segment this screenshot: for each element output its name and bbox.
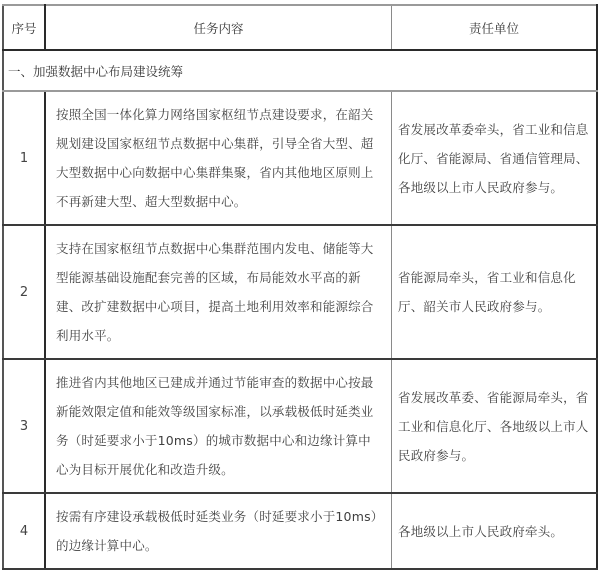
header-unit: 责任单位 <box>392 5 598 50</box>
table-header-row <box>3 5 597 50</box>
table-row <box>3 359 597 493</box>
table-row <box>3 493 597 569</box>
row-content: 按照全国一体化算力网络国家枢纽节点建设要求，在韶关规划建设国家枢纽节点数据中心集群，引导全省大型、超大型数据中心向数据中心集群集聚，省内其他地区原则上不再新建大型、超大型数据中心。 <box>45 91 392 225</box>
row-seq: 3 <box>3 359 45 493</box>
header-seq: 序号 <box>3 5 45 50</box>
row-seq: 1 <box>3 91 45 225</box>
row-unit: 省发展改革委、省能源局牵头，省工业和信息化厅、各地级以上市人民政府参与。 <box>392 359 598 493</box>
header-content: 任务内容 <box>45 5 392 50</box>
table-row <box>3 91 597 225</box>
row-unit: 省能源局牵头，省工业和信息化厅、韶关市人民政府参与。 <box>392 225 598 359</box>
task-table <box>2 4 598 570</box>
row-seq: 2 <box>3 225 45 359</box>
row-seq: 4 <box>3 493 45 569</box>
row-unit: 省发展改革委牵头，省工业和信息化厅、省能源局、省通信管理局、各地级以上市人民政府参与。 <box>392 91 598 225</box>
section-row <box>3 50 597 91</box>
table-row <box>3 225 597 359</box>
section-title: 一、加强数据中心布局建设统筹 <box>3 50 597 91</box>
row-unit: 各地级以上市人民政府牵头。 <box>392 493 598 569</box>
row-content: 推进省内其他地区已建成并通过节能审查的数据中心按最新能效限定值和能效等级国家标准，以承载极低时延类业务（时延要求小于10ms）的城市数据中心和边缘计算中心为目标开展优化和改造升级。 <box>45 359 392 493</box>
row-content: 按需有序建设承载极低时延类业务（时延要求小于10ms）的边缘计算中心。 <box>45 493 392 569</box>
row-content: 支持在国家枢纽节点数据中心集群范围内发电、储能等大型能源基础设施配套完善的区域，布局能效水平高的新建、改扩建数据中心项目，提高土地利用效率和能源综合利用水平。 <box>45 225 392 359</box>
